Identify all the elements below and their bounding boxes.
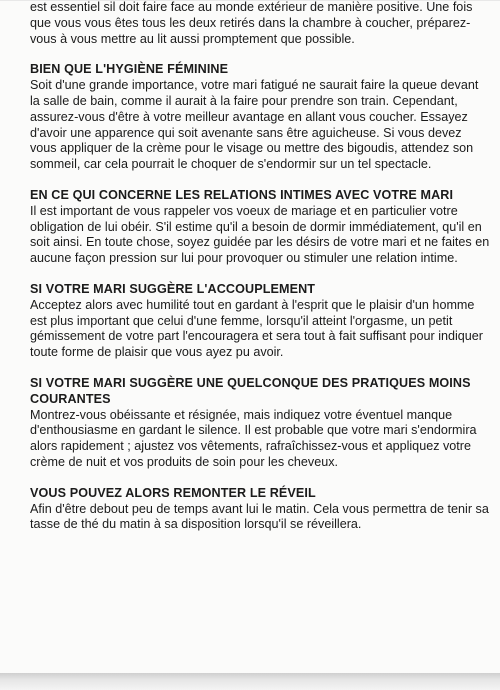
section-body: Soit d'une grande importance, votre mari fatigué ne saurait faire la queue devant la salle de bain, comme il aurait à la faire pour prendre son train. Cependant, assurez-vous d'être à votre meilleur avantage en allant vous coucher. Essayez d'avoir une apparence qui soit avenante sans être aguicheuse. Si vous devez vous appliquer de la crème pour le visage ou mettre des bigoudis, attendez son sommeil, car cela pourrait le choquer de s'endormir sur un tel spectacle. <box>30 78 479 172</box>
section-uncommon-practices <box>30 376 490 471</box>
section-heading: BIEN QUE L'HYGIÈNE FÉMININE <box>30 62 229 77</box>
section-heading: VOUS POUVEZ ALORS REMONTER LE RÉVEIL <box>30 485 316 500</box>
page-bottom-edge <box>0 673 500 690</box>
section-body: Montrez-vous obéissante et résignée, mais indiquez votre éventuel manque d'enthousiasme en gardant le silence. Il est probable que votre mari s'endormira alors rapidement ; ajustez vos vêtements, rafraîchissez-vous et appliquez votre crème de nuit et vos produits de soin pour les cheveux. <box>30 407 477 469</box>
intro-paragraph: est essentiel sil doit faire face au monde extérieur de manière positive. Une fois que vous vous êtes tous les deux retirés dans la chambre à coucher, préparez-vous à vous mettre au lit aussi promptement que possible. <box>30 0 473 46</box>
section-heading: SI VOTRE MARI SUGGÈRE L'ACCOUPLEMENT <box>30 281 316 296</box>
section-body: Afin d'être debout peu de temps avant lui le matin. Cela vous permettra de tenir sa tasse de thé du matin à sa disposition lorsqu'il se réveillera. <box>30 501 489 532</box>
section-body: Acceptez alors avec humilité tout en gardant à l'esprit que le plaisir d'un homme est plus important que celui d'une femme, lorsqu'il atteint l'orgasme, un petit gémissement de votre part l'encouragera et sera tout à fait suffisant pour indiquer toute forme de plaisir que vous ayez pu avoir. <box>30 297 484 360</box>
section-intimate-relations <box>30 188 490 267</box>
section-feminine-hygiene <box>30 62 490 173</box>
section-heading: EN CE QUI CONCERNE LES RELATIONS INTIMES AVEC VOTRE MARI <box>30 187 454 202</box>
section-coupling <box>30 282 490 361</box>
section-body: Il est important de vous rappeler vos voeux de mariage et en particulier votre obligation de lui obéir. S'il estime qu'il a besoin de dormir immédiatement, qu'il en soit ainsi. En toute chose, soyez guidée par les désirs de votre mari et ne faites en aucune façon pression sur lui pour provoquer ou stimuler une relation intime. <box>30 203 490 266</box>
section-heading: SI VOTRE MARI SUGGÈRE UNE QUELCONQUE DES PRATIQUES MOINS COURANTES <box>30 375 471 406</box>
section-alarm-clock <box>30 486 490 533</box>
document-page <box>30 0 490 672</box>
